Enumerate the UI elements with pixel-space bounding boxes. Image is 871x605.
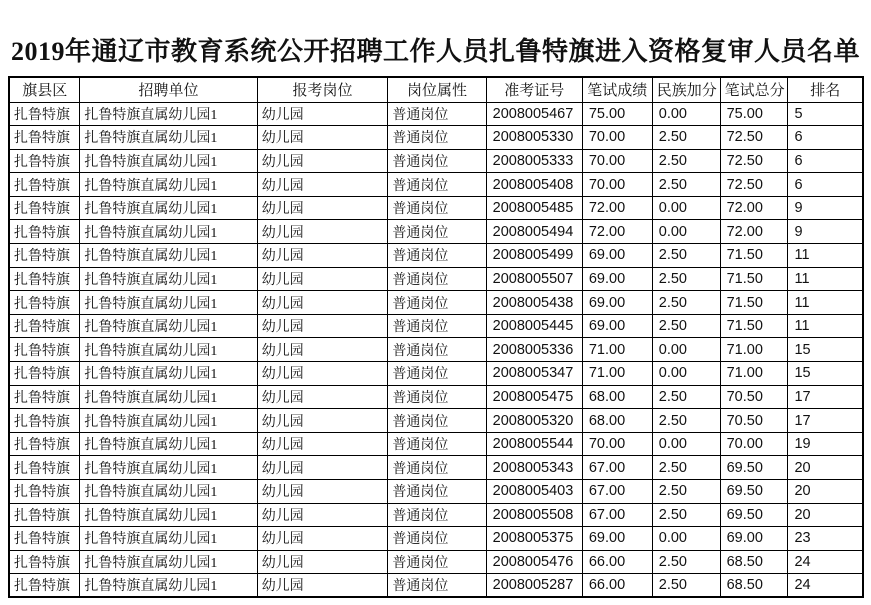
header-position: 报考岗位 (257, 77, 388, 102)
cell-written-score: 72.00 (582, 196, 652, 220)
table-row (9, 173, 863, 197)
cell-total-score: 71.50 (720, 267, 788, 291)
cell-rank: 6 (788, 149, 863, 173)
cell-position: 幼儿园 (257, 503, 388, 527)
cell-unit: 扎鲁特旗直属幼儿园1 (80, 527, 257, 551)
cell-ethnic-bonus: 2.50 (652, 385, 720, 409)
table-header (9, 77, 863, 102)
cell-written-score: 66.00 (582, 550, 652, 574)
cell-unit: 扎鲁特旗直属幼儿园1 (80, 480, 257, 504)
cell-written-score: 70.00 (582, 432, 652, 456)
table-row (9, 220, 863, 244)
table-row (9, 550, 863, 574)
cell-ticket-number: 2008005467 (486, 102, 582, 126)
cell-total-score: 72.00 (720, 220, 788, 244)
cell-rank: 20 (788, 480, 863, 504)
cell-post-attribute: 普通岗位 (388, 338, 486, 362)
cell-county: 扎鲁特旗 (9, 173, 80, 197)
cell-ticket-number: 2008005494 (486, 220, 582, 244)
cell-unit: 扎鲁特旗直属幼儿园1 (80, 574, 257, 598)
cell-rank: 11 (788, 291, 863, 315)
cell-ticket-number: 2008005375 (486, 527, 582, 551)
cell-post-attribute: 普通岗位 (388, 574, 486, 598)
cell-post-attribute: 普通岗位 (388, 267, 486, 291)
cell-ethnic-bonus: 0.00 (652, 220, 720, 244)
cell-written-score: 69.00 (582, 244, 652, 268)
cell-written-score: 70.00 (582, 149, 652, 173)
cell-total-score: 72.50 (720, 173, 788, 197)
cell-ticket-number: 2008005287 (486, 574, 582, 598)
cell-rank: 6 (788, 173, 863, 197)
cell-position: 幼儿园 (257, 456, 388, 480)
table-row (9, 314, 863, 338)
cell-post-attribute: 普通岗位 (388, 196, 486, 220)
cell-county: 扎鲁特旗 (9, 102, 80, 126)
cell-position: 幼儿园 (257, 314, 388, 338)
cell-written-score: 69.00 (582, 314, 652, 338)
cell-ticket-number: 2008005336 (486, 338, 582, 362)
cell-total-score: 72.00 (720, 196, 788, 220)
cell-unit: 扎鲁特旗直属幼儿园1 (80, 291, 257, 315)
cell-ticket-number: 2008005544 (486, 432, 582, 456)
cell-post-attribute: 普通岗位 (388, 362, 486, 386)
cell-unit: 扎鲁特旗直属幼儿园1 (80, 456, 257, 480)
cell-written-score: 69.00 (582, 527, 652, 551)
cell-county: 扎鲁特旗 (9, 456, 80, 480)
cell-post-attribute: 普通岗位 (388, 480, 486, 504)
cell-county: 扎鲁特旗 (9, 149, 80, 173)
cell-position: 幼儿园 (257, 291, 388, 315)
header-row (9, 77, 863, 102)
cell-total-score: 69.50 (720, 480, 788, 504)
cell-ethnic-bonus: 2.50 (652, 244, 720, 268)
cell-ticket-number: 2008005485 (486, 196, 582, 220)
cell-ethnic-bonus: 0.00 (652, 196, 720, 220)
cell-ethnic-bonus: 0.00 (652, 362, 720, 386)
cell-position: 幼儿园 (257, 126, 388, 150)
header-total-score: 笔试总分 (720, 77, 788, 102)
cell-post-attribute: 普通岗位 (388, 385, 486, 409)
cell-ethnic-bonus: 2.50 (652, 173, 720, 197)
cell-rank: 15 (788, 362, 863, 386)
cell-position: 幼儿园 (257, 173, 388, 197)
cell-ticket-number: 2008005343 (486, 456, 582, 480)
cell-post-attribute: 普通岗位 (388, 503, 486, 527)
cell-unit: 扎鲁特旗直属幼儿园1 (80, 126, 257, 150)
cell-unit: 扎鲁特旗直属幼儿园1 (80, 385, 257, 409)
cell-ticket-number: 2008005333 (486, 149, 582, 173)
cell-position: 幼儿园 (257, 220, 388, 244)
cell-ethnic-bonus: 2.50 (652, 409, 720, 433)
cell-ethnic-bonus: 2.50 (652, 314, 720, 338)
cell-county: 扎鲁特旗 (9, 220, 80, 244)
cell-unit: 扎鲁特旗直属幼儿园1 (80, 102, 257, 126)
cell-ethnic-bonus: 0.00 (652, 432, 720, 456)
cell-total-score: 71.00 (720, 338, 788, 362)
cell-written-score: 75.00 (582, 102, 652, 126)
cell-unit: 扎鲁特旗直属幼儿园1 (80, 338, 257, 362)
cell-county: 扎鲁特旗 (9, 503, 80, 527)
cell-post-attribute: 普通岗位 (388, 126, 486, 150)
cell-rank: 24 (788, 550, 863, 574)
cell-rank: 23 (788, 527, 863, 551)
table-row (9, 291, 863, 315)
table-row (9, 244, 863, 268)
cell-ticket-number: 2008005475 (486, 385, 582, 409)
cell-county: 扎鲁特旗 (9, 432, 80, 456)
cell-rank: 20 (788, 503, 863, 527)
cell-ticket-number: 2008005330 (486, 126, 582, 150)
cell-county: 扎鲁特旗 (9, 527, 80, 551)
cell-rank: 17 (788, 409, 863, 433)
cell-ticket-number: 2008005408 (486, 173, 582, 197)
table-row (9, 267, 863, 291)
cell-written-score: 67.00 (582, 456, 652, 480)
cell-ticket-number: 2008005508 (486, 503, 582, 527)
cell-total-score: 71.50 (720, 244, 788, 268)
cell-rank: 11 (788, 244, 863, 268)
cell-total-score: 70.50 (720, 385, 788, 409)
cell-post-attribute: 普通岗位 (388, 291, 486, 315)
cell-county: 扎鲁特旗 (9, 409, 80, 433)
cell-total-score: 70.50 (720, 409, 788, 433)
page-title: 2019年通辽市教育系统公开招聘工作人员扎鲁特旗进入资格复审人员名单 (10, 37, 860, 66)
cell-post-attribute: 普通岗位 (388, 314, 486, 338)
cell-unit: 扎鲁特旗直属幼儿园1 (80, 550, 257, 574)
cell-written-score: 71.00 (582, 338, 652, 362)
cell-total-score: 70.00 (720, 432, 788, 456)
cell-unit: 扎鲁特旗直属幼儿园1 (80, 196, 257, 220)
cell-post-attribute: 普通岗位 (388, 149, 486, 173)
cell-ethnic-bonus: 2.50 (652, 480, 720, 504)
cell-rank: 5 (788, 102, 863, 126)
cell-total-score: 69.00 (720, 527, 788, 551)
cell-written-score: 70.00 (582, 173, 652, 197)
cell-post-attribute: 普通岗位 (388, 220, 486, 244)
cell-post-attribute: 普通岗位 (388, 173, 486, 197)
cell-county: 扎鲁特旗 (9, 550, 80, 574)
cell-position: 幼儿园 (257, 196, 388, 220)
cell-county: 扎鲁特旗 (9, 244, 80, 268)
cell-county: 扎鲁特旗 (9, 480, 80, 504)
cell-position: 幼儿园 (257, 244, 388, 268)
cell-written-score: 68.00 (582, 385, 652, 409)
cell-ticket-number: 2008005476 (486, 550, 582, 574)
cell-written-score: 66.00 (582, 574, 652, 598)
cell-unit: 扎鲁特旗直属幼儿园1 (80, 244, 257, 268)
cell-ticket-number: 2008005507 (486, 267, 582, 291)
table-row (9, 456, 863, 480)
cell-county: 扎鲁特旗 (9, 314, 80, 338)
cell-post-attribute: 普通岗位 (388, 432, 486, 456)
cell-total-score: 68.50 (720, 574, 788, 598)
cell-post-attribute: 普通岗位 (388, 102, 486, 126)
cell-county: 扎鲁特旗 (9, 362, 80, 386)
cell-unit: 扎鲁特旗直属幼儿园1 (80, 409, 257, 433)
cell-ticket-number: 2008005347 (486, 362, 582, 386)
header-ticket-number: 准考证号 (486, 77, 582, 102)
cell-county: 扎鲁特旗 (9, 574, 80, 598)
cell-ethnic-bonus: 0.00 (652, 338, 720, 362)
header-written-score: 笔试成绩 (582, 77, 652, 102)
table-row (9, 503, 863, 527)
cell-unit: 扎鲁特旗直属幼儿园1 (80, 362, 257, 386)
cell-position: 幼儿园 (257, 102, 388, 126)
cell-written-score: 71.00 (582, 362, 652, 386)
cell-ethnic-bonus: 2.50 (652, 574, 720, 598)
cell-written-score: 72.00 (582, 220, 652, 244)
qualification-review-table (8, 76, 864, 598)
table-row (9, 527, 863, 551)
cell-written-score: 70.00 (582, 126, 652, 150)
cell-total-score: 69.50 (720, 503, 788, 527)
cell-total-score: 71.00 (720, 362, 788, 386)
cell-ticket-number: 2008005499 (486, 244, 582, 268)
cell-total-score: 69.50 (720, 456, 788, 480)
table-row (9, 338, 863, 362)
cell-county: 扎鲁特旗 (9, 267, 80, 291)
cell-rank: 15 (788, 338, 863, 362)
cell-position: 幼儿园 (257, 149, 388, 173)
cell-rank: 24 (788, 574, 863, 598)
cell-rank: 20 (788, 456, 863, 480)
cell-total-score: 71.50 (720, 314, 788, 338)
cell-position: 幼儿园 (257, 338, 388, 362)
header-ethnic-bonus: 民族加分 (652, 77, 720, 102)
cell-ethnic-bonus: 2.50 (652, 503, 720, 527)
cell-rank: 9 (788, 196, 863, 220)
cell-post-attribute: 普通岗位 (388, 527, 486, 551)
table-row (9, 432, 863, 456)
cell-position: 幼儿园 (257, 267, 388, 291)
cell-rank: 17 (788, 385, 863, 409)
cell-unit: 扎鲁特旗直属幼儿园1 (80, 173, 257, 197)
cell-position: 幼儿园 (257, 362, 388, 386)
table-row (9, 480, 863, 504)
table-row (9, 196, 863, 220)
cell-position: 幼儿园 (257, 385, 388, 409)
table-body (9, 102, 863, 597)
cell-ethnic-bonus: 2.50 (652, 267, 720, 291)
cell-unit: 扎鲁特旗直属幼儿园1 (80, 149, 257, 173)
cell-ethnic-bonus: 0.00 (652, 527, 720, 551)
cell-position: 幼儿园 (257, 574, 388, 598)
cell-written-score: 67.00 (582, 503, 652, 527)
table-row (9, 362, 863, 386)
cell-county: 扎鲁特旗 (9, 385, 80, 409)
header-county: 旗县区 (9, 77, 80, 102)
cell-total-score: 72.50 (720, 149, 788, 173)
cell-ethnic-bonus: 2.50 (652, 126, 720, 150)
cell-county: 扎鲁特旗 (9, 126, 80, 150)
cell-unit: 扎鲁特旗直属幼儿园1 (80, 220, 257, 244)
cell-post-attribute: 普通岗位 (388, 409, 486, 433)
cell-county: 扎鲁特旗 (9, 291, 80, 315)
cell-county: 扎鲁特旗 (9, 338, 80, 362)
cell-total-score: 75.00 (720, 102, 788, 126)
table-row (9, 126, 863, 150)
cell-total-score: 71.50 (720, 291, 788, 315)
cell-ticket-number: 2008005403 (486, 480, 582, 504)
cell-written-score: 69.00 (582, 291, 652, 315)
cell-total-score: 68.50 (720, 550, 788, 574)
cell-unit: 扎鲁特旗直属幼儿园1 (80, 503, 257, 527)
cell-written-score: 69.00 (582, 267, 652, 291)
header-unit: 招聘单位 (80, 77, 257, 102)
cell-position: 幼儿园 (257, 550, 388, 574)
cell-position: 幼儿园 (257, 480, 388, 504)
cell-rank: 19 (788, 432, 863, 456)
cell-county: 扎鲁特旗 (9, 196, 80, 220)
header-rank: 排名 (788, 77, 863, 102)
cell-written-score: 68.00 (582, 409, 652, 433)
cell-written-score: 67.00 (582, 480, 652, 504)
table-row (9, 149, 863, 173)
cell-rank: 11 (788, 267, 863, 291)
table-row (9, 385, 863, 409)
header-post-attribute: 岗位属性 (388, 77, 486, 102)
cell-ethnic-bonus: 2.50 (652, 291, 720, 315)
cell-ticket-number: 2008005445 (486, 314, 582, 338)
cell-total-score: 72.50 (720, 126, 788, 150)
cell-position: 幼儿园 (257, 409, 388, 433)
table-row (9, 409, 863, 433)
table-row (9, 574, 863, 598)
cell-position: 幼儿园 (257, 432, 388, 456)
cell-post-attribute: 普通岗位 (388, 244, 486, 268)
cell-ethnic-bonus: 2.50 (652, 149, 720, 173)
cell-rank: 9 (788, 220, 863, 244)
cell-post-attribute: 普通岗位 (388, 456, 486, 480)
cell-unit: 扎鲁特旗直属幼儿园1 (80, 267, 257, 291)
cell-ticket-number: 2008005320 (486, 409, 582, 433)
table-row (9, 102, 863, 126)
cell-unit: 扎鲁特旗直属幼儿园1 (80, 314, 257, 338)
cell-ethnic-bonus: 0.00 (652, 102, 720, 126)
cell-unit: 扎鲁特旗直属幼儿园1 (80, 432, 257, 456)
cell-rank: 11 (788, 314, 863, 338)
cell-post-attribute: 普通岗位 (388, 550, 486, 574)
cell-position: 幼儿园 (257, 527, 388, 551)
cell-rank: 6 (788, 126, 863, 150)
cell-ethnic-bonus: 2.50 (652, 456, 720, 480)
cell-ticket-number: 2008005438 (486, 291, 582, 315)
cell-ethnic-bonus: 2.50 (652, 550, 720, 574)
